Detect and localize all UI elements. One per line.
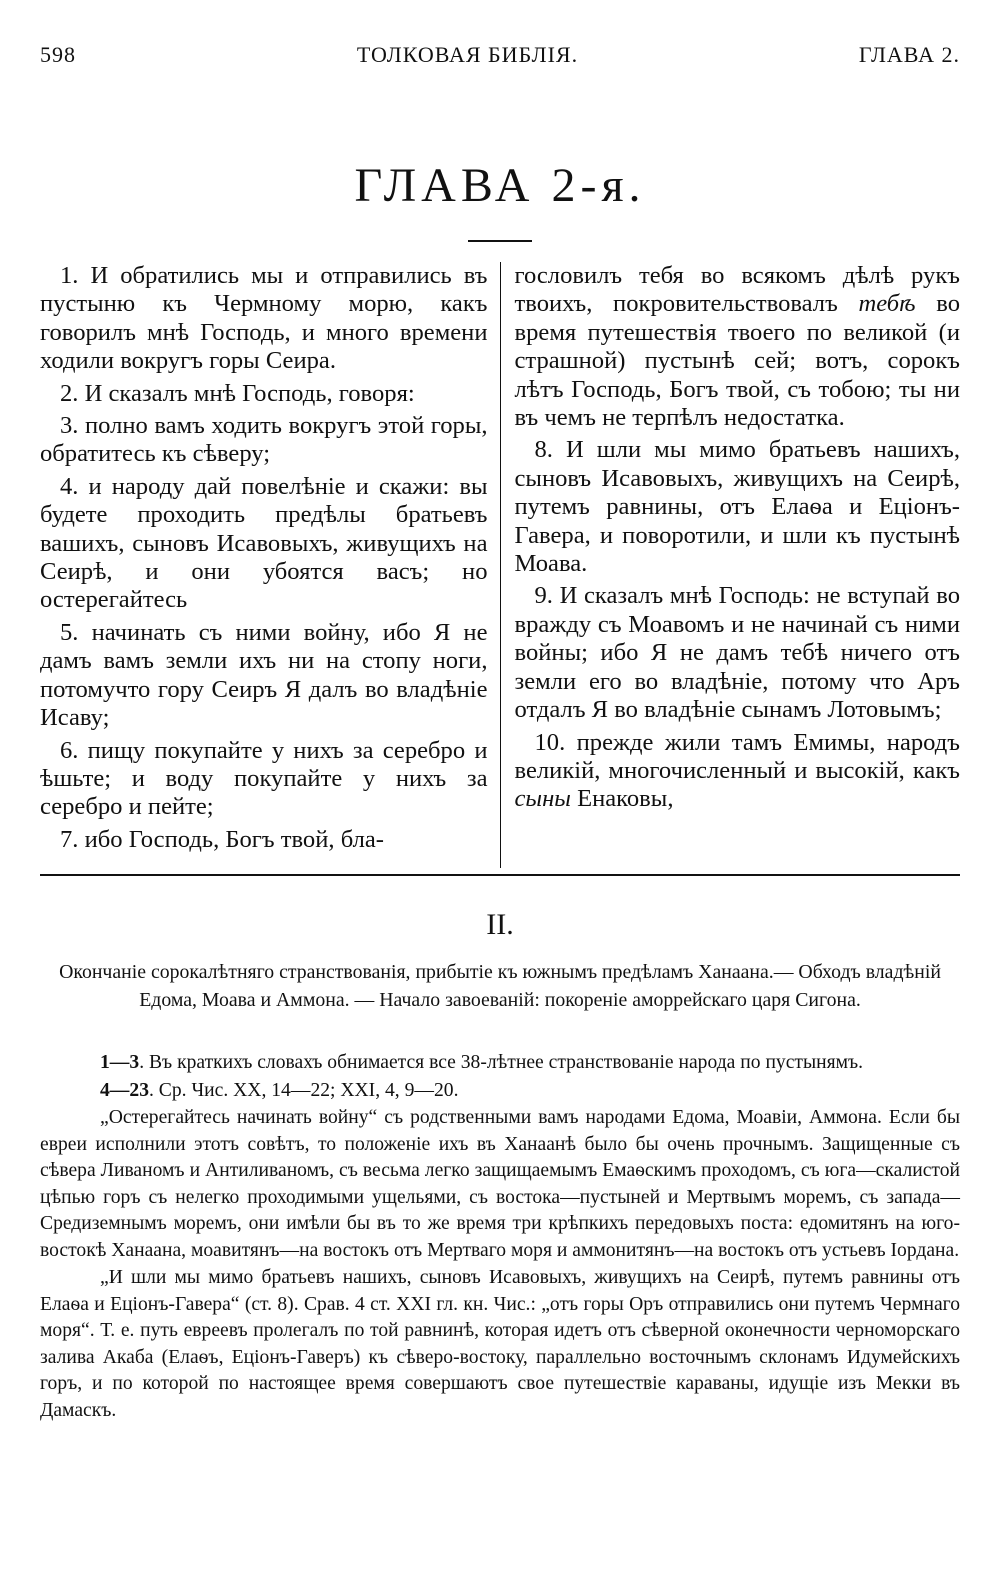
verse-2: 2. И сказалъ мнѣ Господь, говоря: [60, 379, 415, 407]
verse-7-start: 7. ибо Господь, Богъ твой, бла- [60, 825, 384, 853]
commentary [40, 1050, 960, 1425]
left-column [40, 262, 500, 868]
section-summary: Окончаніе сорокалѣтняго странствованія, прибытіе къ южнымъ предѣламъ Ханаана.— Обходъ владѣній Едома, Моава и Аммона. — Начало завоеваній: покореніе аморрейскаго царя Сигона. [59, 961, 941, 1011]
verse-1: 1. И обратились мы и отправились въ пустыню къ Чермному морю, какъ говорилъ мнѣ Господь, и много времени ходили вокругъ горы Сеира. [40, 262, 488, 375]
scripture-columns [40, 262, 960, 868]
verse-reference: 1—3 [100, 1052, 140, 1073]
commentary-paragraph: 4—23. Ср. Чис. XX, 14—22; XXI, 4, 9—20. [100, 1079, 459, 1101]
title-rule [468, 240, 532, 242]
verse-10: 10. прежде жили тамъ Емимы, народъ великій, многочисленный и высокій, какъ сыны Енаковы, [514, 728, 960, 813]
commentary-paragraph: „И шли мы мимо братьевъ нашихъ, сыновъ Исавовыхъ, живущихъ на Сеирѣ, путемъ равнины отъ Елаѳа и Еціонъ-Гавера“ (ст. 8). Срав. 4 ст. XXI гл. кн. Чис.: „отъ горы Оръ отправились они путемъ Чермнаго моря“. Т. е. путь евреевъ пролегалъ по той равнинѣ, которая идетъ отъ сѣверной оконечности черноморскаго залива Акаба (Елаѳъ, Еціонъ-Гаверъ) къ сѣверо-востоку, параллельно восточнымъ склонамъ Идумейскихъ горъ, и по которой по настоящее время совершаютъ свое путешествіе караваны, идущіе изъ Мекки въ Дамаскъ. [40, 1267, 960, 1421]
verse-6: 6. пищу покупайте у нихъ за серебро и ѣшьте; и воду покупайте у нихъ за серебро и пейте; [40, 736, 488, 821]
section-rule [40, 874, 960, 876]
running-header [40, 42, 960, 68]
italic-word: тебѣ [858, 290, 916, 318]
page-number: 598 [40, 42, 76, 67]
verse-9: 9. И сказалъ мнѣ Господь: не вступай во вражду съ Моавомъ и не начинай съ ними войны; ибо Я не дамъ тебѣ ничего отъ земли его во владѣніе, потому что Аръ отдалъ Я во владѣніе сынамъ Лотовымъ; [514, 582, 960, 724]
verse-reference: 4—23 [100, 1079, 149, 1101]
italic-word: сыны [514, 785, 571, 813]
right-column [501, 262, 961, 868]
verse-4: 4. и народу дай повелѣніе и скажи: вы будете проходить предѣлы братьевъ вашихъ, сыновъ Исавовыхъ, живущихъ на Сеирѣ, и они убоятся васъ; но остерегайтесь [40, 472, 488, 614]
verse-7-continuation: гословилъ тебя во всякомъ дѣлѣ рукъ твоихъ, покровительствовалъ тебѣ во время путешествія твоего по великой (и страшной) пустынѣ сей; вотъ, сорокъ лѣтъ Господь, Богъ твой, съ тобою; ты ни въ чемъ не терпѣлъ недостатка. [514, 262, 960, 432]
running-title: ТОЛКОВАЯ БИБЛІЯ. [356, 42, 579, 67]
commentary-paragraph: 1—3. Въ краткихъ словахъ обнимается все 38-лѣтнее странствованіе народа по пустынямъ. [100, 1052, 864, 1073]
chapter-title: ГЛАВА 2-я. [354, 159, 646, 212]
verse-8: 8. И шли мы мимо братьевъ нашихъ, сыновъ Исавовыхъ, живущихъ на Сеирѣ, путемъ равнины, отъ Елаѳа и Еціонъ-Гавера, и поворотили, и шли къ пустынѣ Моава. [514, 436, 960, 578]
verse-3: 3. полно вамъ ходить вокругъ этой горы, обратитесь къ сѣверу; [40, 412, 488, 468]
verse-5: 5. начинать съ ними войну, ибо Я не дамъ вамъ земли ихъ ни на стопу ноги, потомучто гору Сеиръ Я далъ во владѣніе Исаву; [40, 618, 488, 732]
chapter-reference: ГЛАВА 2. [858, 42, 960, 67]
commentary-paragraph: „Остерегайтесь начинать войну“ съ родственными вамъ народами Едома, Моавіи, Аммона. Если бы евреи исполнили этотъ совѣтъ, то положеніе ихъ въ Ханаанѣ было бы очень прочнымъ. Защищенные съ сѣвера Ливаномъ и Антиливаномъ, съ весьма легко защищаемымъ Емаѳскимъ проходомъ, съ юга—скалистой цѣпью горъ съ нелегко проходимыми ущельями, съ востока—пустыней и Мертвымъ моремъ, съ запада—Средиземнымъ моремъ, они имѣли бы въ то же время три крѣпкихъ передовыхъ поста: едомитянъ на юго-востокѣ Ханаана, моавитянъ—на востокъ отъ Мертваго моря и аммонитянъ—на востокъ отъ устьевъ Іордана. [40, 1107, 960, 1261]
section-numeral: II. [486, 908, 514, 941]
